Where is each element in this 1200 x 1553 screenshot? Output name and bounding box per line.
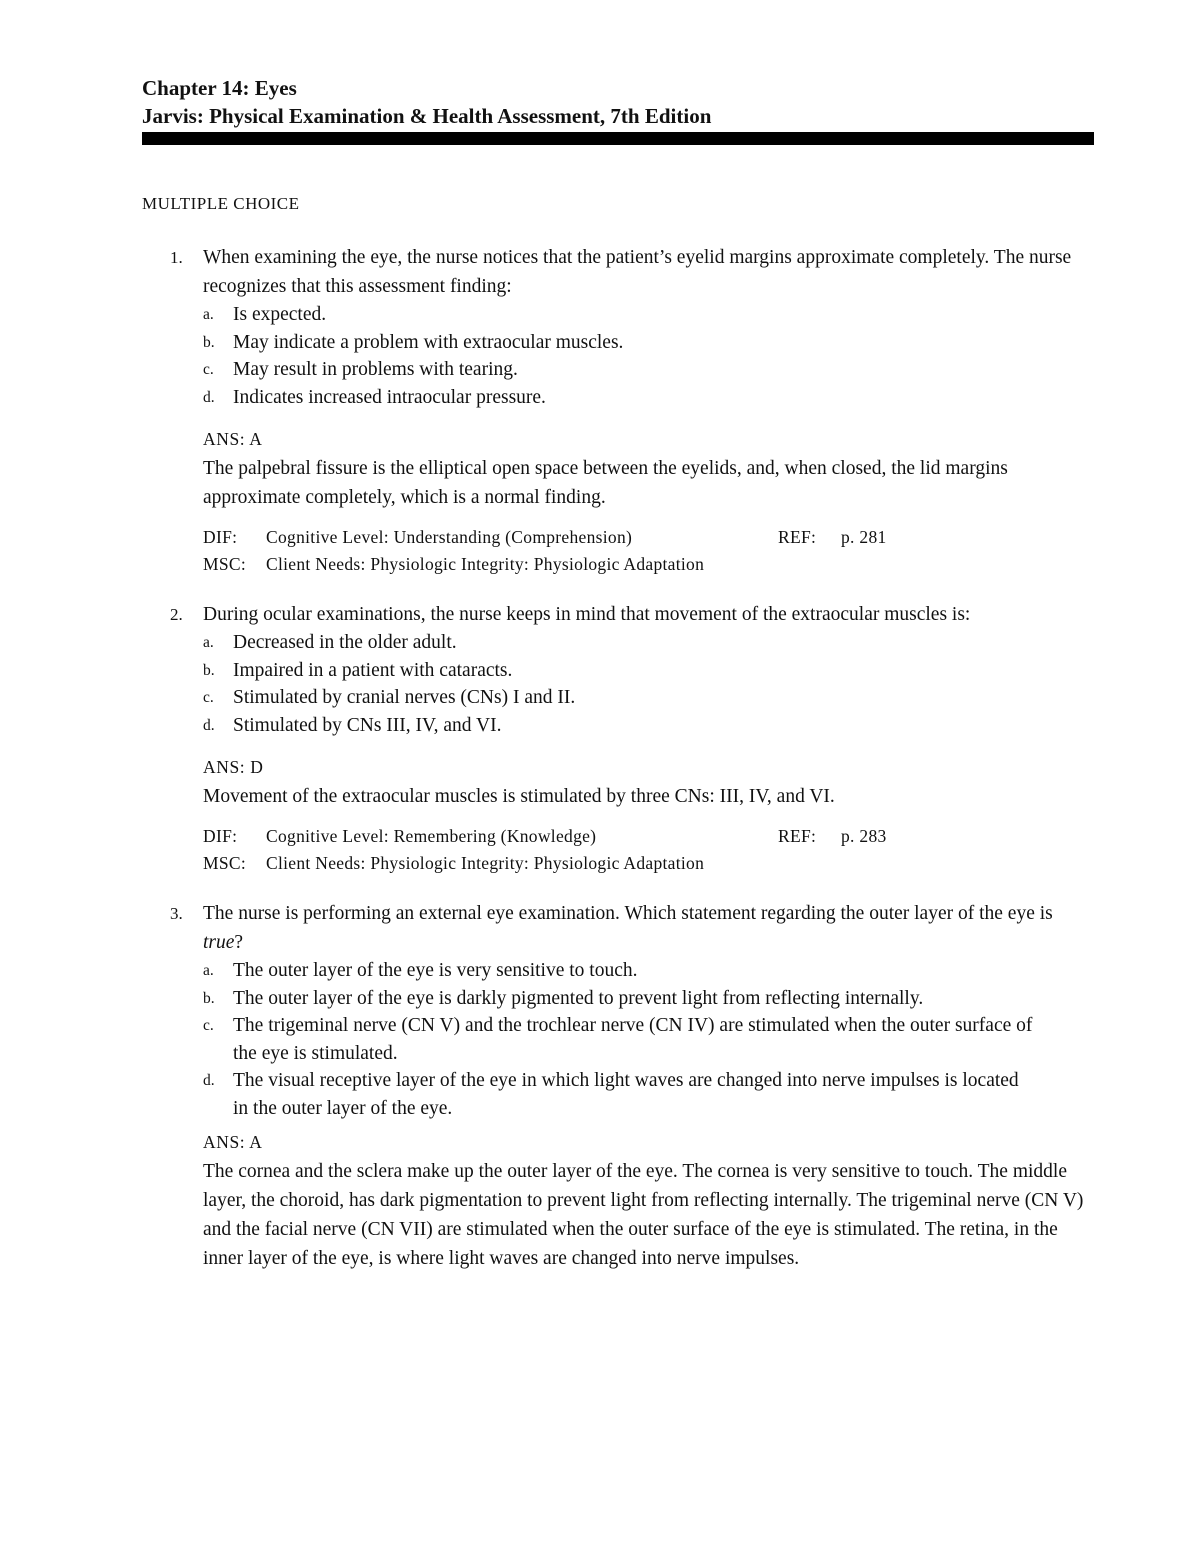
book-title: Jarvis: Physical Examination & Health Assessment, 7th Edition (142, 104, 712, 128)
ref-value: p. 283 (841, 826, 887, 846)
option-d (203, 712, 1094, 740)
option-text: The outer layer of the eye is very sensitive to touch. (233, 960, 638, 981)
question-stem (203, 899, 1073, 957)
msc-value: Client Needs: Physiologic Integrity: Physiologic Adaptation (266, 554, 705, 574)
ref-value: p. 281 (841, 527, 887, 547)
dif-label: DIF: (203, 527, 238, 547)
option-text: Decreased in the older adult. (233, 632, 457, 653)
option-d (203, 384, 1094, 412)
ref-label: REF: (778, 826, 817, 846)
option-text: Stimulated by cranial nerves (CNs) I and II. (233, 687, 576, 708)
option-text: May result in problems with tearing. (233, 359, 518, 380)
option-a (203, 629, 1094, 657)
option-a (203, 957, 1094, 985)
header-rule (142, 132, 1094, 145)
option-letter: a. (203, 634, 214, 651)
answer-key: ANS: D (203, 757, 264, 777)
option-letter: b. (203, 989, 215, 1007)
question-metadata (203, 823, 1094, 877)
option-letter: c. (203, 361, 214, 378)
option-text: Impaired in a patient with cataracts. (233, 659, 513, 681)
option-c (203, 1012, 1033, 1067)
answer-options (203, 957, 1094, 1122)
dif-value: Cognitive Level: Understanding (Comprehension) (266, 527, 633, 547)
option-a (203, 301, 1094, 329)
option-letter: c. (203, 689, 214, 706)
answer-key: ANS: A (203, 429, 263, 449)
msc-label: MSC: (203, 853, 247, 873)
dif-label: DIF: (203, 826, 238, 846)
question-stem-text: The nurse is performing an external eye examination. Which statement regarding the outer layer of the eye is (203, 903, 1053, 924)
option-letter: d. (203, 1072, 215, 1089)
option-text: Indicates increased intraocular pressure. (233, 386, 546, 408)
option-text: Stimulated by CNs III, IV, and VI. (233, 714, 502, 736)
question-metadata (203, 524, 1094, 578)
option-c (203, 356, 1094, 384)
option-d (203, 1067, 1033, 1122)
question-stem-end: ? (234, 932, 244, 953)
option-letter: d. (203, 388, 215, 406)
dif-value: Cognitive Level: Remembering (Knowledge) (266, 826, 597, 846)
option-text: The outer layer of the eye is darkly pigmented to prevent light from reflecting internally. (233, 987, 924, 1009)
msc-label: MSC: (203, 554, 247, 574)
chapter-title: Chapter 14: Eyes (142, 76, 297, 100)
question-stem-emphasis: true (203, 932, 235, 953)
option-letter: d. (203, 716, 215, 734)
option-c (203, 684, 1094, 712)
option-b (203, 657, 1094, 685)
option-letter: a. (203, 962, 214, 979)
question-number: 2. (170, 605, 183, 624)
option-letter: b. (203, 333, 215, 351)
section-heading: MULTIPLE CHOICE (142, 194, 300, 213)
rationale: The palpebral fissure is the elliptical open space between the eyelids, and, when closed, the lid margins approximate completely, which is a normal finding. (203, 458, 1008, 508)
document-page (142, 74, 1094, 1273)
option-text: The trigeminal nerve (CN V) and the trochlear nerve (CN IV) are stimulated when the outer surface of the eye is stimulated. (233, 1015, 1033, 1064)
msc-value: Client Needs: Physiologic Integrity: Physiologic Adaptation (266, 853, 705, 873)
question-1 (142, 243, 1094, 578)
rationale: Movement of the extraocular muscles is stimulated by three CNs: III, IV, and VI. (203, 786, 835, 807)
option-text: May indicate a problem with extraocular muscles. (233, 331, 624, 353)
question-number: 3. (170, 904, 183, 923)
question-number: 1. (170, 248, 183, 267)
ref-label: REF: (778, 527, 817, 547)
option-b (203, 329, 1094, 357)
option-letter: a. (203, 306, 214, 323)
rationale: The cornea and the sclera make up the outer layer of the eye. The cornea is very sensitive to touch. The middle layer, the choroid, has dark pigmentation to prevent light from reflecting internally. The trigeminal nerve (CN V) and the facial nerve (CN VII) are stimulated when the outer surface of the eye is stimulated. The retina, in the inner layer of the eye, is where light waves are changed into nerve impulses. (203, 1161, 1084, 1269)
option-text: The visual receptive layer of the eye in which light waves are changed into nerve impulses is located in the outer layer of the eye. (233, 1070, 1019, 1119)
option-text: Is expected. (233, 304, 327, 325)
question-3 (142, 899, 1094, 1273)
option-letter: b. (203, 661, 215, 679)
option-b (203, 985, 973, 1013)
question-stem: During ocular examinations, the nurse keeps in mind that movement of the extraocular muscles is: (203, 604, 971, 625)
question-stem: When examining the eye, the nurse notices that the patient’s eyelid margins approximate completely. The nurse recognizes that this assessment finding: (203, 247, 1072, 297)
question-2 (142, 600, 1094, 877)
answer-key: ANS: A (203, 1132, 263, 1152)
option-letter: c. (203, 1017, 214, 1034)
answer-options (203, 629, 1094, 739)
answer-options (203, 301, 1094, 411)
